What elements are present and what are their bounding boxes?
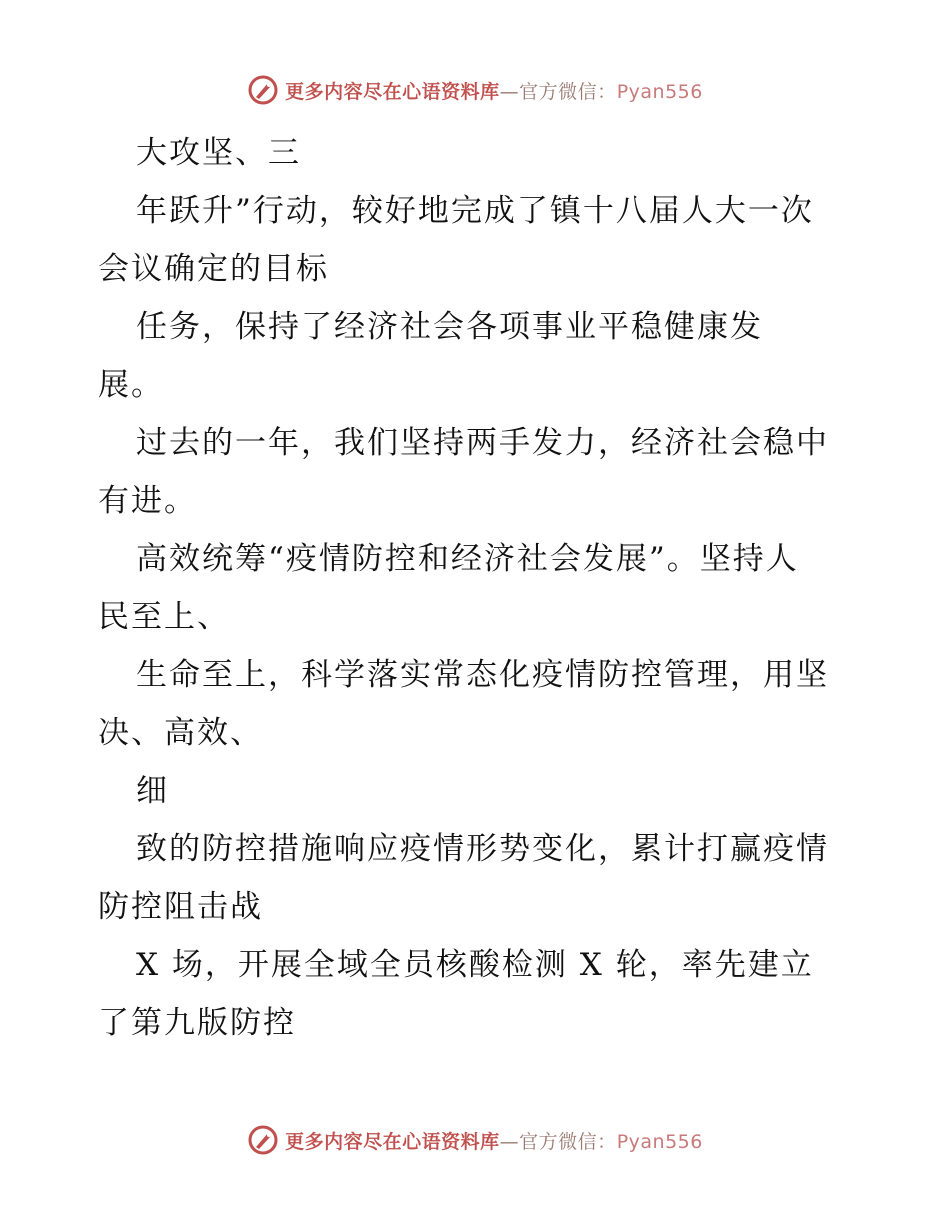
body-line: 致的防控措施响应疫情形势变化，累计打赢疫情 (136, 831, 829, 867)
pen-nib-logo-icon (247, 1124, 279, 1156)
pen-nib-logo-icon (247, 74, 279, 106)
body-line: 展。 (98, 367, 164, 403)
body-line: 细 (136, 773, 169, 809)
body-line: 年跃升”行动，较好地完成了镇十八届人大一次 (136, 193, 814, 229)
body-line: 民至上、 (98, 599, 230, 635)
body-line: 会议确定的目标 (98, 251, 329, 287)
body-line: 决、高效、 (98, 715, 263, 751)
body-line: 任务，保持了经济社会各项事业平稳健康发 (136, 309, 763, 345)
header-banner (0, 70, 950, 110)
body-line: 防控阻击战 (98, 889, 263, 925)
banner-handle-text: Pyan556 (616, 80, 703, 103)
body-line: 有进。 (98, 483, 197, 519)
body-line: 生命至上，科学落实常态化疫情防控管理，用坚 (136, 657, 829, 693)
footer-banner (0, 1120, 950, 1160)
banner-handle-text: Pyan556 (616, 1130, 703, 1153)
banner-text (285, 77, 703, 104)
body-line: X 场，开展全域全员核酸检测 X 轮，率先建立 (136, 947, 814, 983)
body-line: 了第九版防控 (98, 1005, 296, 1041)
banner-official-text: —官方微信： (499, 80, 617, 103)
banner-text (285, 1127, 703, 1154)
body-line: 高效统筹“疫情防控和经济社会发展”。坚持人 (136, 541, 799, 577)
document-body (98, 124, 858, 1052)
banner-main-text: 更多内容尽在心语资料库 (285, 1130, 500, 1153)
banner-official-text: —官方微信： (499, 1130, 617, 1153)
body-line: 过去的一年，我们坚持两手发力，经济社会稳中 (136, 425, 829, 461)
body-line: 大攻坚、三 (136, 135, 301, 171)
banner-main-text: 更多内容尽在心语资料库 (285, 80, 500, 103)
